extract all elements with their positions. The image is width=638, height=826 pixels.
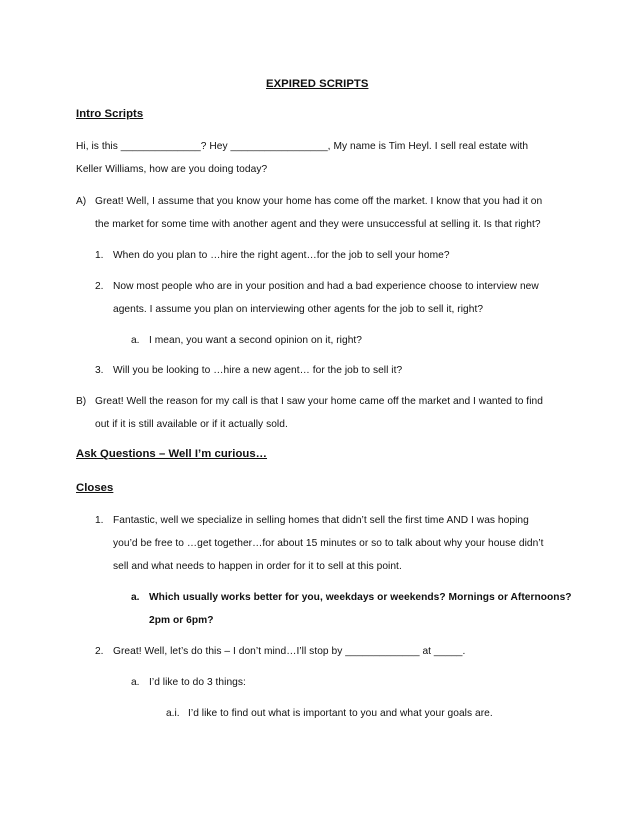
item-b-line-2: out if it is still available or if it actually sold. [95,419,288,430]
item-a2a-line-1: I mean, you want a second opinion on it, right? [149,335,363,346]
item-c2ai-line-1: I’d like to find out what is important to you and what your goals are. [188,708,493,719]
list-marker-a2a: a. [131,335,140,346]
item-c2a-line-1: I’d like to do 3 things: [149,677,246,688]
document-title: EXPIRED SCRIPTS [266,78,369,90]
item-a-line-2: the market for some time with another agent and they were unsuccessful at selling it. Is that right? [95,219,541,230]
closes-heading: Closes [76,482,114,494]
list-marker-c1a: a. [131,592,140,603]
item-a3-line-1: Will you be looking to …hire a new agent… for the job to sell it? [113,365,403,376]
item-a2-line-2: agents. I assume you plan on interviewing other agents for the job to sell it, right? [113,304,484,315]
list-marker-c2ai: a.i. [166,708,180,719]
item-c1-line-2: you’d be free to …get together…for about 15 minutes or so to talk about why your house didn’t [113,538,544,549]
item-c1a-line-1: Which usually works better for you, weekdays or weekends? Mornings or Afternoons? [149,592,572,603]
list-marker-a1: 1. [95,250,104,261]
intro-line-1: Hi, is this ______________? Hey _________________, My name is Tim Heyl. I sell real estate with [76,141,529,152]
list-marker-c2: 2. [95,646,104,657]
item-c1-line-3: sell and what needs to happen in order for it to sell at this point. [113,561,402,572]
item-c1a-line-2: 2pm or 6pm? [149,615,214,626]
intro-line-2: Keller Williams, how are you doing today? [76,164,268,175]
list-marker-c2a: a. [131,677,140,688]
item-a2-line-1: Now most people who are in your position and had a bad experience choose to interview new [113,281,539,292]
item-c2-line-1: Great! Well, let’s do this – I don’t mind…I’ll stop by _____________ at _____. [113,646,466,657]
item-b-line-1: Great! Well the reason for my call is that I saw your home came off the market and I wanted to find [95,396,543,407]
list-marker-a: A) [76,196,87,207]
list-marker-b: B) [76,396,87,407]
list-marker-a3: 3. [95,365,104,376]
item-a-line-1: Great! Well, I assume that you know your home has come off the market. I know that you had it on [95,196,543,207]
list-marker-c1: 1. [95,515,104,526]
item-c1-line-1: Fantastic, well we specialize in selling homes that didn’t sell the first time AND I was hoping [113,515,529,526]
list-marker-a2: 2. [95,281,104,292]
ask-questions-heading: Ask Questions – Well I’m curious… [76,448,268,460]
item-a1-line-1: When do you plan to …hire the right agent…for the job to sell your home? [113,250,450,261]
intro-heading: Intro Scripts [76,108,144,120]
